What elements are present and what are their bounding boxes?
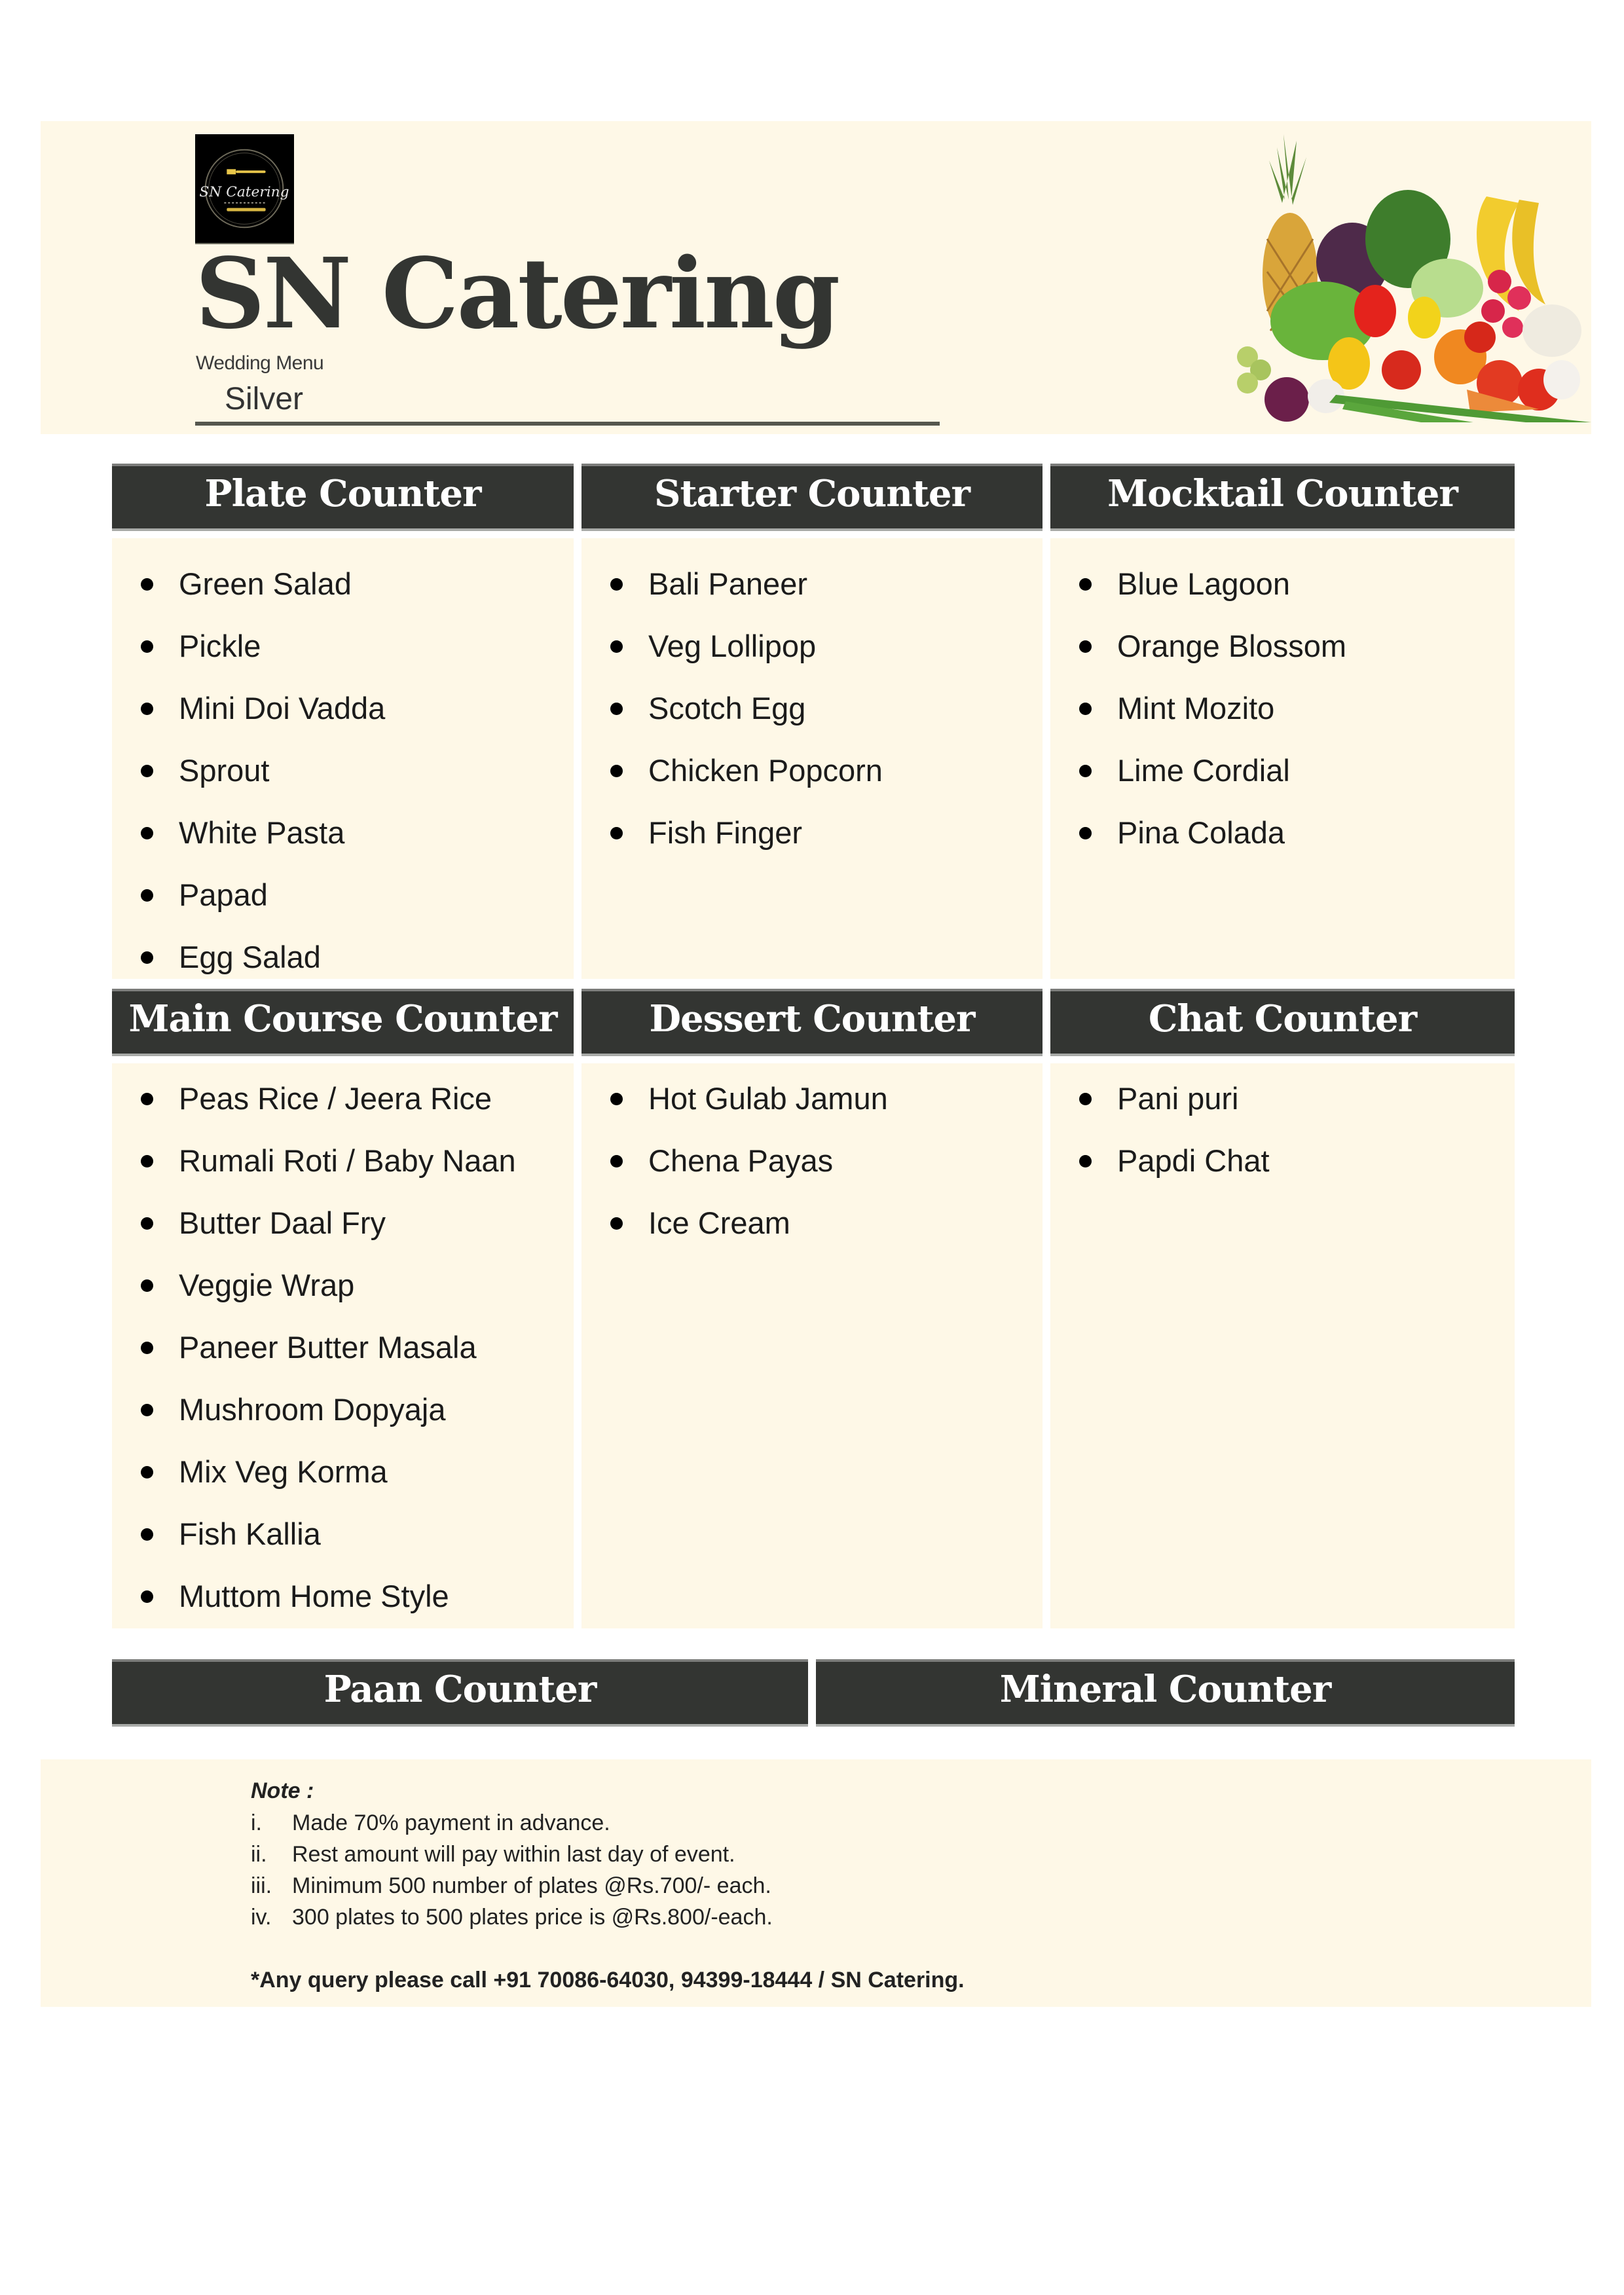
bullet-icon [141, 765, 153, 777]
counter-list-chat [1050, 1063, 1515, 1628]
list-item: Veg Lollipop [581, 628, 1043, 690]
note-item: ii. Rest amount will pay within last day of event. [251, 1842, 735, 1867]
logo-emblem-icon [195, 134, 294, 243]
list-item: Papdi Chat [1050, 1143, 1515, 1205]
list-item: Bali Paneer [581, 566, 1043, 628]
list-item: Sprout [112, 752, 574, 815]
counter-title: Starter Counter [654, 472, 970, 515]
bullet-icon [1079, 1093, 1092, 1105]
bullet-icon [610, 765, 623, 777]
list-item: Green Salad [112, 566, 574, 628]
counter-title: Paan Counter [323, 1668, 597, 1711]
bullet-icon [141, 578, 153, 591]
bullet-icon [141, 1279, 153, 1292]
note-heading: Note : [251, 1778, 314, 1803]
note-item: i. Made 70% payment in advance. [251, 1810, 610, 1835]
list-item: Mini Doi Vadda [112, 690, 574, 752]
note-item: iv. 300 plates to 500 plates price is @Rs.800/-each. [251, 1905, 773, 1930]
bullet-icon [141, 703, 153, 715]
bullet-icon [610, 703, 623, 715]
counter-header-plate [112, 464, 574, 531]
list-item: Pina Colada [1050, 815, 1515, 877]
bullet-icon [610, 640, 623, 653]
bullet-icon [610, 1155, 623, 1167]
list-item: Mint Mozito [1050, 690, 1515, 752]
bullet-icon [141, 951, 153, 964]
counter-list-plate [112, 538, 574, 979]
counter-title: Dessert Counter [649, 997, 975, 1040]
bullet-icon [1079, 578, 1092, 591]
list-item: Fish Kallia [112, 1516, 574, 1578]
counter-header-mineral [816, 1659, 1515, 1727]
produce-illustration [1211, 121, 1591, 422]
counter-list-main-course [112, 1063, 574, 1628]
logo [195, 134, 294, 244]
menu-subtitle: Wedding Menu [196, 352, 324, 374]
note-item: iii. Minimum 500 number of plates @Rs.700/- each. [251, 1873, 771, 1898]
svg-text:SN Catering: SN Catering [199, 183, 289, 200]
list-item: Chicken Popcorn [581, 752, 1043, 815]
list-item: Ice Cream [581, 1205, 1043, 1267]
list-item: Hot Gulab Jamun [581, 1080, 1043, 1143]
terms-note [251, 1774, 965, 1996]
bullet-icon [141, 827, 153, 839]
bullet-icon [1079, 765, 1092, 777]
contact-line: *Any query please call +91 70086-64030, 94399-18444 / SN Catering. [251, 1968, 965, 1992]
bullet-icon [610, 578, 623, 591]
list-item: Mix Veg Korma [112, 1454, 574, 1516]
counter-title: Chat Counter [1148, 997, 1417, 1040]
counter-header-main-course [112, 989, 574, 1056]
counter-header-dessert [581, 989, 1043, 1056]
list-item: Lime Cordial [1050, 752, 1515, 815]
list-item: Muttom Home Style [112, 1578, 574, 1640]
bullet-icon [141, 640, 153, 653]
bullet-icon [141, 1466, 153, 1478]
bullet-icon [141, 1342, 153, 1354]
bullet-icon [141, 1093, 153, 1105]
bullet-icon [610, 1217, 623, 1230]
bullet-icon [1079, 640, 1092, 653]
list-item: Egg Salad [112, 939, 574, 1001]
bullet-icon [141, 1590, 153, 1603]
menu-tier: Silver [225, 382, 304, 416]
bullet-icon [141, 1404, 153, 1416]
list-item: Blue Lagoon [1050, 566, 1515, 628]
list-item: Veggie Wrap [112, 1267, 574, 1329]
counter-title: Plate Counter [204, 472, 481, 515]
counter-title: Mocktail Counter [1107, 472, 1458, 515]
bullet-icon [1079, 1155, 1092, 1167]
bullet-icon [141, 1528, 153, 1541]
page-title: SN Catering [195, 236, 839, 350]
tier-underline [195, 422, 940, 426]
bullet-icon [610, 827, 623, 839]
list-item: Scotch Egg [581, 690, 1043, 752]
list-item: Pani puri [1050, 1080, 1515, 1143]
list-item: Orange Blossom [1050, 628, 1515, 690]
fruits-vegetables-icon [1211, 121, 1591, 422]
counter-title: Mineral Counter [999, 1668, 1331, 1711]
list-item: Butter Daal Fry [112, 1205, 574, 1267]
counter-header-paan [112, 1659, 808, 1727]
bullet-icon [1079, 827, 1092, 839]
list-item: Mushroom Dopyaja [112, 1391, 574, 1454]
bullet-icon [610, 1093, 623, 1105]
bullet-icon [1079, 703, 1092, 715]
bullet-icon [141, 1217, 153, 1230]
counter-header-chat [1050, 989, 1515, 1056]
list-item: Pickle [112, 628, 574, 690]
list-item: Papad [112, 877, 574, 939]
counter-header-mocktail [1050, 464, 1515, 531]
list-item: Paneer Butter Masala [112, 1329, 574, 1391]
list-item: Chena Payas [581, 1143, 1043, 1205]
counter-header-starter [581, 464, 1043, 531]
bullet-icon [141, 1155, 153, 1167]
counter-list-mocktail [1050, 538, 1515, 979]
list-item: Rumali Roti / Baby Naan [112, 1143, 574, 1205]
list-item: White Pasta [112, 815, 574, 877]
counter-title: Main Course Counter [128, 997, 557, 1040]
counter-list-starter [581, 538, 1043, 979]
list-item: Fish Finger [581, 815, 1043, 877]
bullet-icon [141, 889, 153, 902]
list-item: Peas Rice / Jeera Rice [112, 1080, 574, 1143]
counter-list-dessert [581, 1063, 1043, 1628]
